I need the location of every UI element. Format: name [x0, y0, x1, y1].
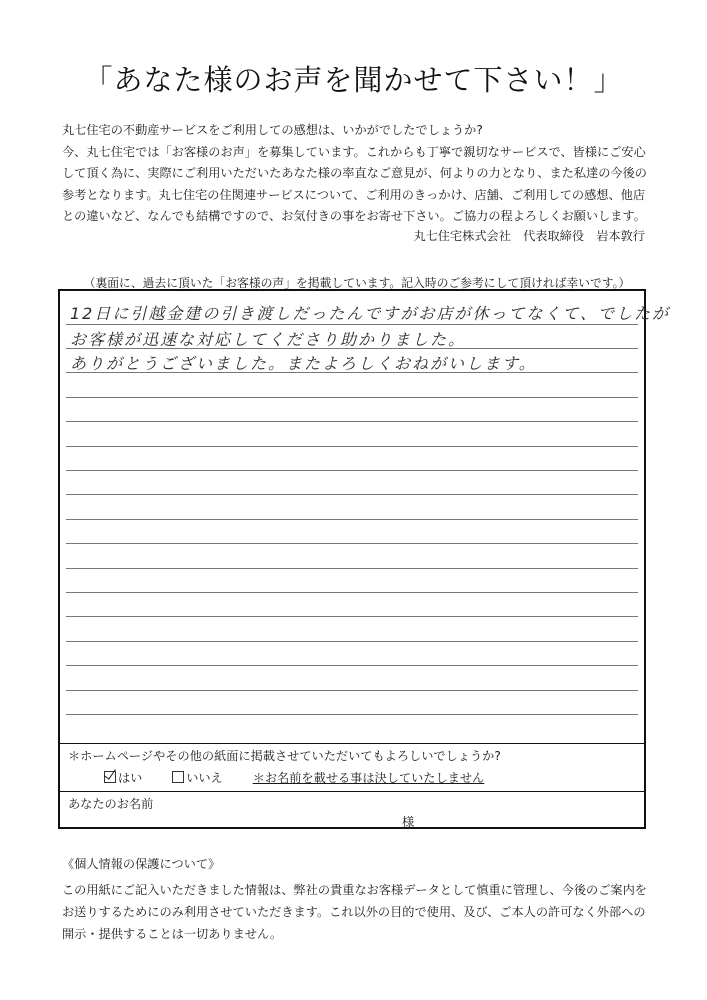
page-title: 「あなた様のお声を聞かせて下さい！」 [83, 63, 624, 97]
name-notice: ＊お名前を載せる事は決していたしません [252, 771, 485, 785]
handwritten-line: お客様が迅速な対応してくださり助かりました。 [70, 330, 467, 349]
privacy-line: この用紙にご記入いただきました情報は、弊社の貴重なお客様データとして慎重に管理し、今後のご案内を [62, 883, 647, 897]
option-no-label: いいえ [186, 771, 223, 785]
ruled-line [66, 494, 638, 495]
ruled-line [66, 397, 638, 398]
checkbox-icon[interactable] [172, 771, 184, 783]
ruled-line [66, 519, 638, 520]
ruled-line [66, 568, 638, 569]
reference-note: （裏面に、過去に頂いた「お客様の声」を掲載しています。記入時のご参考にして頂ければ幸いです。） [83, 276, 631, 290]
intro-line: 今、丸七住宅では「お客様のお声」を募集しています。これからも丁寧で親切なサービスで、皆様にご安心 [62, 144, 646, 159]
intro-line: との違いなど、なんでも結構ですので、お気付きの事をお寄せ下さい。ご協力の程よろしくお願いします。 [62, 209, 646, 223]
intro-text [62, 120, 652, 228]
option-yes[interactable] [104, 769, 142, 786]
ruled-line [66, 421, 638, 422]
feedback-form [58, 289, 671, 829]
ruled-line [66, 446, 638, 447]
ruled-line [66, 543, 638, 544]
section-divider [60, 743, 644, 744]
intro-line: して頂く為に、実際にご利用いただいたあなた様の率直なご意見が、何よりの力となり、また私達の今後の [62, 166, 647, 180]
name-suffix: 様 [402, 815, 415, 829]
ruled-line [66, 470, 638, 471]
publish-options [104, 769, 510, 786]
intro-line: 参考となります。丸七住宅の住関連サービスについて、ご利用のきっかけ、店舗、ご利用しての感想、他店 [62, 187, 646, 202]
ruled-line [66, 690, 638, 691]
privacy-line: 開示・提供することは一切ありません。 [62, 927, 283, 941]
publish-question: ＊ホームページやその他の紙面に掲載させていただいてもよろしいでしょうか? [68, 749, 501, 763]
handwritten-line: ありがとうございました。またよろしくおねがいします。 [70, 354, 537, 373]
section-divider [60, 791, 644, 792]
ruled-line [66, 592, 638, 593]
comment-area[interactable] [60, 291, 671, 749]
option-no[interactable] [172, 769, 223, 786]
ruled-line [66, 616, 638, 617]
intro-line: 丸七住宅の不動産サービスをご利用しての感想は、いかがでしたでしょうか? [62, 123, 483, 137]
signature: 丸七住宅株式会社 代表取締役 岩本敦行 [413, 229, 645, 243]
ruled-line [66, 641, 638, 642]
privacy-line: お送りするためにのみ利用させていただきます。これ以外の目的で使用、及び、ご本人の許可なく外部への [62, 905, 646, 919]
checkbox-checked-icon[interactable] [104, 771, 116, 783]
ruled-line [66, 324, 638, 325]
name-label: あなたのお名前 [68, 797, 154, 811]
ruled-line [66, 714, 638, 715]
option-yes-label: はい [118, 771, 143, 785]
ruled-line [66, 665, 638, 666]
privacy-title: 《個人情報の保護について》 [62, 857, 221, 871]
privacy-text [62, 879, 662, 945]
handwritten-line: 12日に引越金建の引き渡しだったんですがお店が休ってなくて、でしたが [70, 304, 671, 323]
